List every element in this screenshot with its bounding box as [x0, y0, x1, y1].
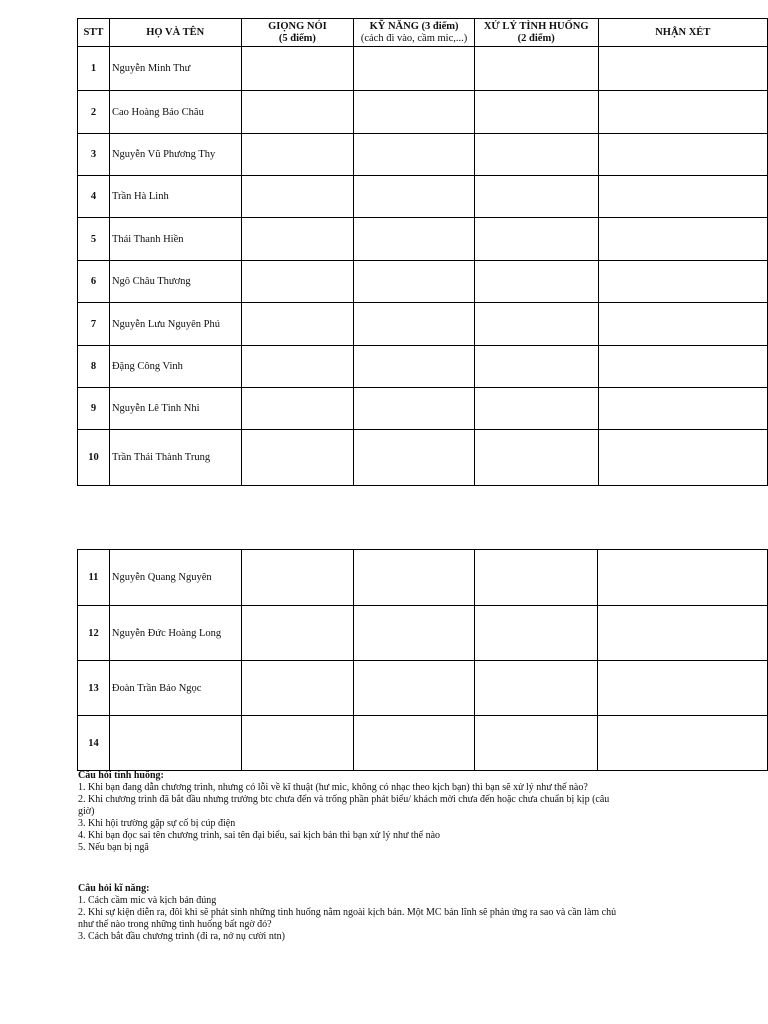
skill-score-cell[interactable] — [354, 218, 475, 261]
skill-score-cell[interactable] — [354, 430, 475, 486]
question-item: 3. Khi hội trường gặp sự cố bị cúp điện — [78, 818, 236, 829]
voice-score-cell[interactable] — [241, 134, 354, 176]
question-item: 4. Khi bạn đọc sai tên chương trình, sai tên đại biểu, sai kịch bản thì bạn xử lý như thế nào — [78, 830, 441, 841]
header-row — [78, 19, 768, 47]
header-situation: XỬ LÝ TÌNH HUỐNG (2 điểm) — [474, 19, 598, 47]
row-name: Đặng Công Vinh — [109, 346, 241, 388]
comment-cell[interactable] — [598, 218, 767, 261]
row-stt: 14 — [78, 716, 110, 771]
skill-questions — [78, 883, 623, 943]
table-row — [78, 218, 768, 261]
skill-score-cell[interactable] — [354, 261, 475, 303]
situation-score-cell[interactable] — [474, 91, 598, 134]
skill-score-cell[interactable] — [354, 303, 475, 346]
situation-score-cell[interactable] — [474, 430, 598, 486]
row-name: Thái Thanh Hiền — [109, 218, 241, 261]
question-item: 1. Cách cầm mic và kịch bản đúng — [78, 895, 217, 906]
situation-questions-title: Câu hỏi tình huống: — [78, 770, 164, 781]
row-stt: 11 — [78, 550, 110, 606]
voice-score-cell[interactable] — [241, 430, 354, 486]
comment-cell[interactable] — [598, 716, 768, 771]
situation-score-cell[interactable] — [474, 550, 598, 606]
header-comment: NHẬN XÉT — [598, 19, 767, 47]
situation-questions — [78, 770, 623, 854]
row-stt: 8 — [78, 346, 110, 388]
voice-score-cell[interactable] — [241, 388, 354, 430]
row-name: Nguyễn Vũ Phương Thy — [109, 134, 241, 176]
voice-score-cell[interactable] — [241, 346, 354, 388]
comment-cell[interactable] — [598, 134, 767, 176]
row-stt: 6 — [78, 261, 110, 303]
situation-score-cell[interactable] — [474, 716, 598, 771]
row-name: Trần Hà Linh — [109, 176, 241, 218]
skill-score-cell[interactable] — [354, 661, 475, 716]
skill-score-cell[interactable] — [354, 47, 475, 91]
table-row — [78, 716, 768, 771]
table-row — [78, 261, 768, 303]
situation-score-cell[interactable] — [474, 261, 598, 303]
comment-cell[interactable] — [598, 661, 768, 716]
question-item: 5. Nếu bạn bị ngã — [78, 842, 149, 853]
table-row — [78, 661, 768, 716]
row-stt: 7 — [78, 303, 110, 346]
header-skill: KỸ NĂNG (3 điểm) (cách đi vào, cầm mic,...) — [354, 19, 475, 47]
row-stt: 9 — [78, 388, 110, 430]
row-stt: 10 — [78, 430, 110, 486]
skill-score-cell[interactable] — [354, 346, 475, 388]
header-stt: STT — [78, 19, 110, 47]
table-row — [78, 430, 768, 486]
comment-cell[interactable] — [598, 550, 768, 606]
comment-cell[interactable] — [598, 430, 767, 486]
table-row — [78, 303, 768, 346]
skill-questions-title: Câu hỏi kĩ năng: — [78, 883, 150, 894]
row-stt: 1 — [78, 47, 110, 91]
skill-score-cell[interactable] — [354, 91, 475, 134]
situation-score-cell[interactable] — [474, 346, 598, 388]
situation-score-cell[interactable] — [474, 218, 598, 261]
comment-cell[interactable] — [598, 303, 767, 346]
voice-score-cell[interactable] — [241, 550, 354, 606]
question-item: 2. Khi chương trình đã bắt đầu nhưng trưởng btc chưa đến và trống phần phát biểu/ khách mời chưa đến hoặc chưa chuẩn bị kịp (câu giờ) — [78, 794, 610, 817]
comment-cell[interactable] — [598, 47, 767, 91]
table-row — [78, 134, 768, 176]
table-row — [78, 388, 768, 430]
header-name: HỌ VÀ TÊN — [109, 19, 241, 47]
table-row — [78, 346, 768, 388]
situation-score-cell[interactable] — [474, 134, 598, 176]
score-table-1 — [77, 18, 768, 486]
row-stt: 4 — [78, 176, 110, 218]
comment-cell[interactable] — [598, 606, 768, 661]
skill-score-cell[interactable] — [354, 134, 475, 176]
voice-score-cell[interactable] — [241, 47, 354, 91]
row-name: Cao Hoàng Bảo Châu — [109, 91, 241, 134]
skill-score-cell[interactable] — [354, 176, 475, 218]
row-stt: 2 — [78, 91, 110, 134]
comment-cell[interactable] — [598, 346, 767, 388]
situation-score-cell[interactable] — [474, 661, 598, 716]
voice-score-cell[interactable] — [241, 716, 354, 771]
comment-cell[interactable] — [598, 91, 767, 134]
skill-score-cell[interactable] — [354, 606, 475, 661]
voice-score-cell[interactable] — [241, 661, 354, 716]
question-item: 1. Khi bạn đang dẫn chương trình, nhưng có lỗi về kĩ thuật (hư mic, không có nhạc theo kịch bạn) thì bạn sẽ xử lý như thế nào? — [78, 782, 588, 793]
comment-cell[interactable] — [598, 261, 767, 303]
row-name: Nguyễn Lê Tình Nhi — [109, 388, 241, 430]
row-name — [109, 716, 241, 771]
row-name: Nguyễn Đức Hoàng Long — [109, 606, 241, 661]
situation-score-cell[interactable] — [474, 303, 598, 346]
row-stt: 5 — [78, 218, 110, 261]
voice-score-cell[interactable] — [241, 218, 354, 261]
row-name: Nguyễn Quang Nguyên — [109, 550, 241, 606]
skill-score-cell[interactable] — [354, 388, 475, 430]
skill-score-cell[interactable] — [354, 716, 475, 771]
situation-score-cell[interactable] — [474, 176, 598, 218]
situation-score-cell[interactable] — [474, 388, 598, 430]
comment-cell[interactable] — [598, 176, 767, 218]
row-name: Ngô Châu Thương — [109, 261, 241, 303]
comment-cell[interactable] — [598, 388, 767, 430]
voice-score-cell[interactable] — [241, 606, 354, 661]
skill-score-cell[interactable] — [354, 550, 475, 606]
voice-score-cell[interactable] — [241, 261, 354, 303]
score-table-2 — [77, 549, 768, 771]
situation-score-cell[interactable] — [474, 606, 598, 661]
table-row — [78, 47, 768, 91]
situation-score-cell[interactable] — [474, 47, 598, 91]
voice-score-cell[interactable] — [241, 176, 354, 218]
table-row — [78, 550, 768, 606]
voice-score-cell[interactable] — [241, 303, 354, 346]
question-item: 3. Cách bắt đầu chương trình (đi ra, nở nụ cười ntn) — [78, 931, 285, 942]
table-row — [78, 606, 768, 661]
row-name: Nguyễn Lưu Nguyên Phú — [109, 303, 241, 346]
voice-score-cell[interactable] — [241, 91, 354, 134]
row-stt: 12 — [78, 606, 110, 661]
table-row — [78, 176, 768, 218]
row-name: Đoàn Trần Bảo Ngọc — [109, 661, 241, 716]
row-stt: 3 — [78, 134, 110, 176]
row-name: Trần Thái Thành Trung — [109, 430, 241, 486]
table-row — [78, 91, 768, 134]
question-item: 2. Khi sự kiện diễn ra, đôi khi sẽ phát sinh những tình huống nằm ngoài kịch bản. Một MC bản lĩnh sẽ phản ứng ra sao và cần làm chủ như thế nào trong những tình huống bất ngờ đó? — [78, 907, 617, 930]
row-name: Nguyễn Minh Thư — [109, 47, 241, 91]
row-stt: 13 — [78, 661, 110, 716]
header-voice: GIỌNG NÓI (5 điểm) — [241, 19, 354, 47]
